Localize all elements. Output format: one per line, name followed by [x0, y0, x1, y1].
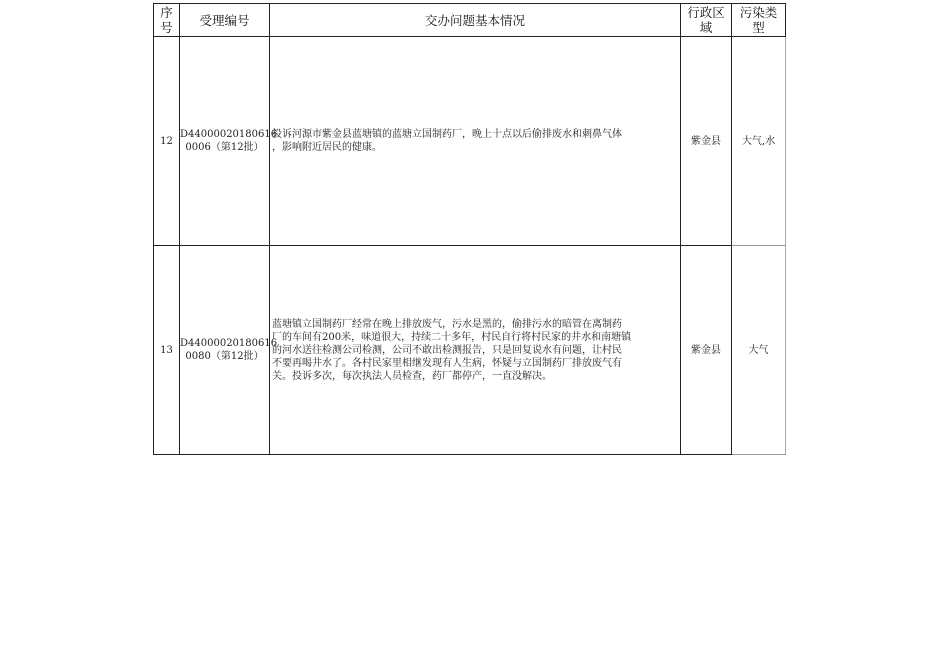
id-line: D44000020180616 [180, 129, 278, 140]
header-type-line2: 型 [752, 20, 765, 35]
header-seq-line1: 序 [160, 5, 173, 20]
cell-seq: 12 [154, 37, 180, 246]
cell-id [180, 246, 278, 455]
desc-line: ，影响附近居民的健康。 [272, 142, 382, 153]
cell-region: 紫金县 [681, 37, 732, 246]
header-type [732, 4, 786, 37]
desc-line: 的河水送往检测公司检测，公司不敢出检测报告，只是回复说水有问题，让村民 [272, 344, 622, 356]
desc-line: 关。投诉多次，每次执法人员检查，药厂都停产，一直没解决。 [272, 370, 552, 382]
id-line: 0080（第12批） [185, 351, 264, 362]
header-row [154, 4, 786, 37]
header-id: 受理编号 [180, 4, 270, 37]
complaint-table [153, 3, 786, 455]
cell-type: 大气 [732, 246, 786, 455]
cell-desc [270, 246, 681, 455]
table-row [154, 246, 786, 455]
desc-line: 蓝塘镇立国制药厂经常在晚上排放废气，污水是黑的，偷排污水的暗管在离制药 [272, 318, 622, 330]
id-line: D44000020180616 [180, 338, 278, 349]
header-desc: 交办问题基本情况 [270, 4, 681, 37]
header-seq [154, 4, 180, 37]
desc-line: 不要再喝井水了。各村民家里相继发现有人生病，怀疑与立国制药厂排放废气有 [272, 357, 622, 369]
desc-line: 厂的车间有200米，味道很大，持续二十多年，村民自行将村民家的井水和南塘镇 [272, 331, 632, 343]
cell-seq: 13 [154, 246, 180, 455]
desc-line: 投诉河源市紫金县蓝塘镇的蓝塘立国制药厂，晚上十点以后偷排废水和刺鼻气体 [272, 129, 622, 140]
header-region [681, 4, 732, 37]
header-region-line2: 域 [699, 20, 713, 35]
cell-type: 大气,水 [732, 37, 786, 246]
id-line: 0006（第12批） [185, 142, 264, 153]
table-row [154, 37, 786, 246]
cell-desc [270, 37, 681, 246]
cell-id [180, 37, 278, 246]
header-type-line1: 污染类 [739, 5, 778, 20]
header-region-line1: 行政区 [687, 5, 725, 20]
cell-region: 紫金县 [681, 246, 732, 455]
header-seq-line2: 号 [160, 20, 173, 35]
